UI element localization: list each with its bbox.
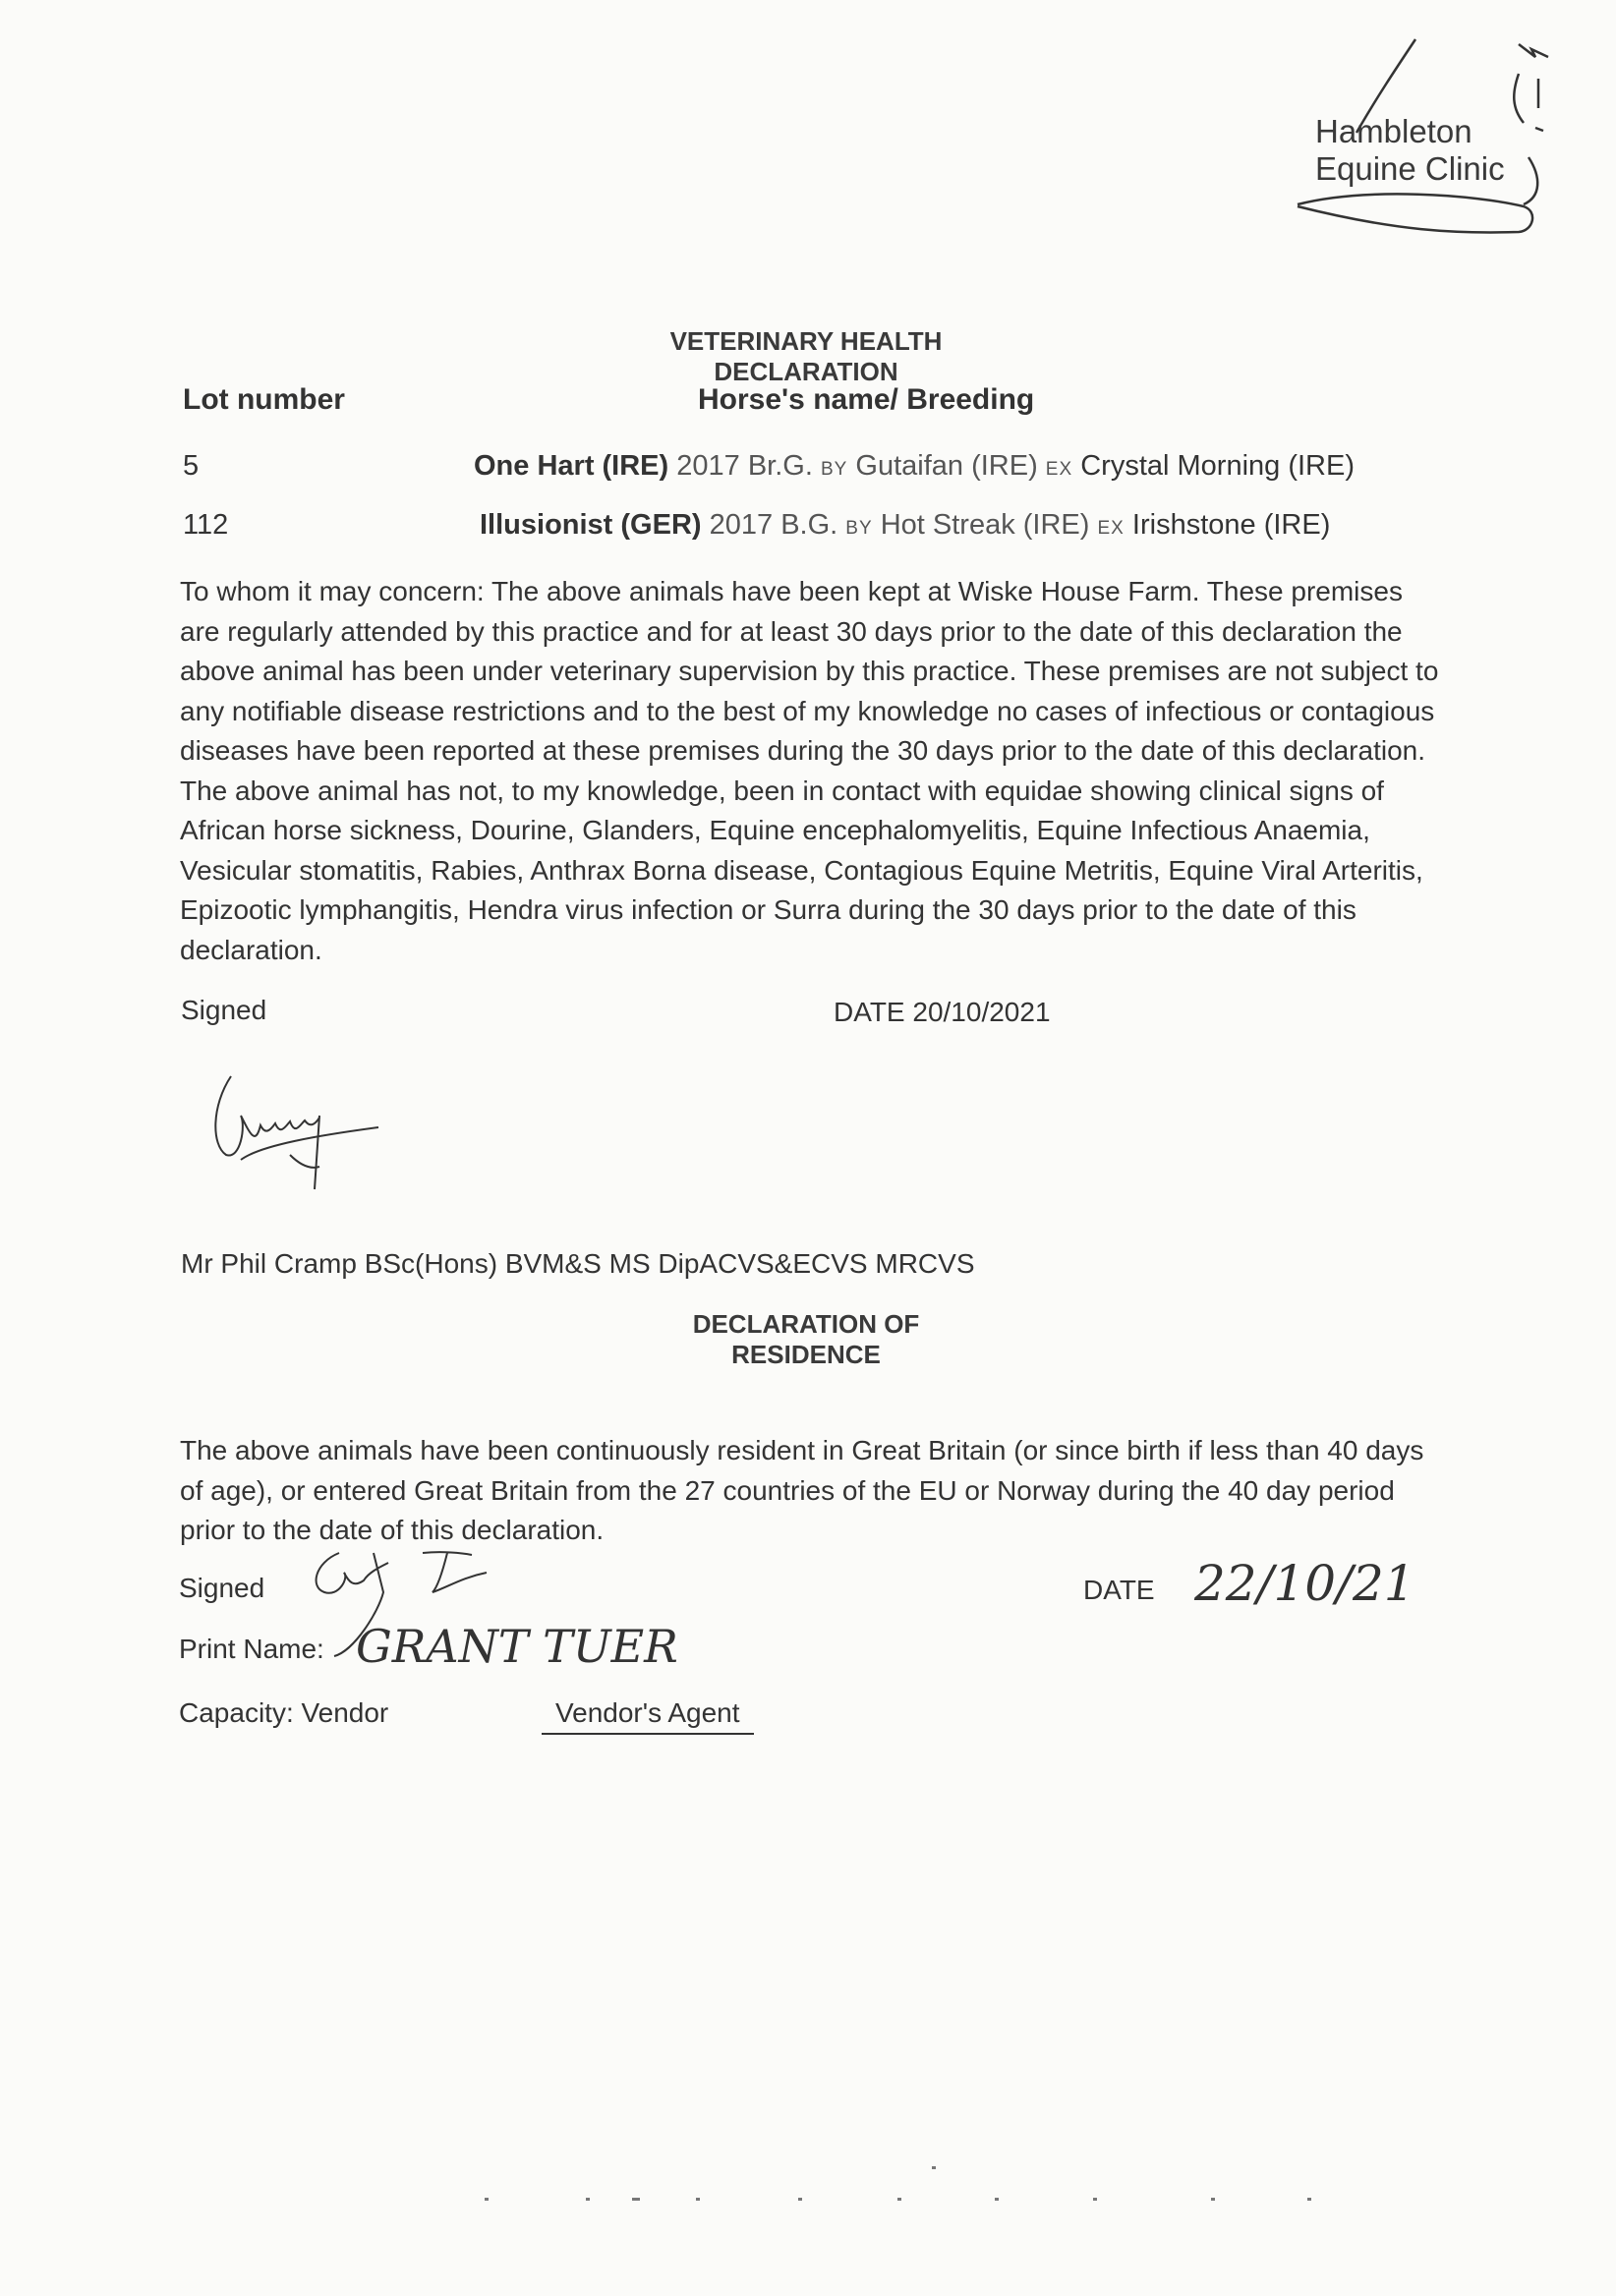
scan-speck — [995, 2198, 999, 2201]
lot-row-horse — [480, 509, 1330, 542]
residence-date-label: DATE — [1083, 1575, 1155, 1605]
scan-speck — [932, 2166, 936, 2169]
horse-sire: Hot Streak (IRE) — [880, 509, 1090, 541]
scan-speck — [485, 2198, 489, 2201]
by-label: BY — [820, 459, 848, 480]
horse-name: One Hart (IRE) — [474, 450, 669, 482]
vet-declaration-paragraph: To whom it may concern: The above animals have been kept at Wiske House Farm. These premises are regularly attended by this practice and for at least 30 days prior to the date of this declaration the above animal has been under veterinary supervision by this practice. These premises are not subject to any notifiable disease restrictions and to the best of my knowledge no cases of infectious or contagious diseases have been reported at these premises during the 30 days prior to the date of this declaration. The above animal has not, to my knowledge, been in contact with equidae showing clinical signs of African horse sickness, Dourine, Glanders, Equine encephalomyelitis, Equine Infectious Anaemia, Vesicular stomatitis, Rabies, Anthrax Borna disease, Contagious Equine Metritis, Equine Viral Arteritis, Epizootic lymphangitis, Hendra virus infection or Surra during the 30 days prior to the date of this declaration. — [180, 576, 1439, 965]
scan-speck — [897, 2198, 901, 2201]
capacity-vendors-agent: Vendor's Agent — [542, 1697, 754, 1735]
print-name-label: Print Name: — [179, 1634, 324, 1664]
scan-speck — [1093, 2198, 1097, 2201]
horse-sire: Gutaifan (IRE) — [855, 450, 1038, 482]
horse-year-sex: 2017 B.G. — [709, 509, 838, 541]
by-label: BY — [845, 518, 873, 539]
lot-number-header: Lot number — [183, 383, 345, 416]
horse-dam: Crystal Morning (IRE) — [1080, 450, 1355, 482]
signature-scribble-icon — [202, 1066, 398, 1204]
scan-speck — [1307, 2198, 1311, 2201]
vet-name: Mr Phil Cramp BSc(Hons) BVM&S MS DipACVS&ECVS MRCVS — [181, 1248, 975, 1279]
horse-name: Illusionist (GER) — [480, 509, 702, 541]
horse-dam: Irishstone (IRE) — [1131, 509, 1331, 541]
scan-speck — [798, 2198, 802, 2201]
scan-speck — [632, 2198, 640, 2201]
clinic-name-line1: Hambleton — [1315, 113, 1472, 149]
ex-label: EX — [1045, 459, 1073, 480]
vet-declaration-title: VETERINARY HEALTH DECLARATION — [669, 326, 943, 386]
horse-name-header: Horse's name/ Breeding — [698, 383, 1035, 416]
residence-signed-label: Signed — [179, 1573, 265, 1603]
capacity-label: Capacity: Vendor — [179, 1697, 389, 1728]
scan-speck — [1211, 2198, 1215, 2201]
ex-label: EX — [1097, 518, 1125, 539]
print-name-handwritten: GRANT TUER — [356, 1620, 678, 1673]
residence-paragraph: The above animals have been continuously resident in Great Britain (or since birth if less than 40 days of age), or entered Great Britain from the 27 countries of the EU or Norway during the 40 day period prior to the date of this declaration. — [180, 1435, 1424, 1545]
horse-year-sex: 2017 Br.G. — [676, 450, 813, 482]
vet-date: DATE 20/10/2021 — [834, 997, 1051, 1027]
residence-date-handwritten: 22/10/21 — [1194, 1555, 1415, 1612]
clinic-name — [1315, 113, 1505, 188]
vet-signed-label: Signed — [181, 995, 267, 1025]
residence-title: DECLARATION OF RESIDENCE — [692, 1309, 920, 1369]
lot-row-horse — [474, 450, 1355, 483]
lot-number-5: 5 — [183, 450, 200, 482]
clinic-name-line2: Equine Clinic — [1315, 150, 1505, 187]
lot-number-112: 112 — [183, 509, 229, 541]
scan-speck — [696, 2198, 700, 2201]
scan-speck — [586, 2198, 590, 2201]
vet-signature — [202, 1066, 398, 1204]
